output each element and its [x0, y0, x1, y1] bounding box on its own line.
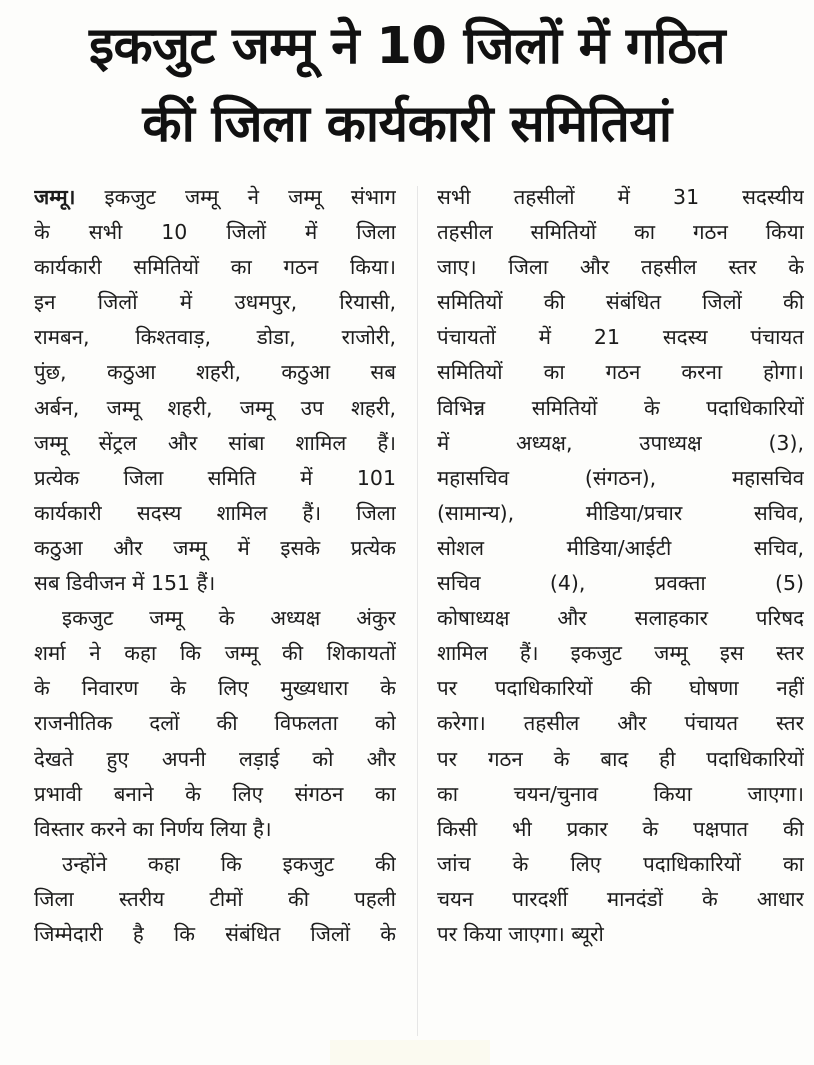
body-line: सचिव (4), प्रवक्ता (5)	[437, 571, 804, 596]
body-line: देखते हुए अपनी लड़ाई को और	[34, 746, 396, 771]
body-line: इकजुट जम्मू के अध्यक्ष अंकुर	[62, 606, 396, 631]
body-line: राजनीतिक दलों की विफलता को	[34, 711, 396, 736]
headline	[20, 8, 794, 164]
body-line: चयन पारदर्शी मानदंडों के आधार	[437, 886, 804, 911]
body-line: पुंछ, कठुआ शहरी, कठुआ सब	[34, 360, 396, 385]
body-line: कार्यकारी सदस्य शामिल हैं। जिला	[34, 500, 396, 525]
body-line: समितियों का गठन करना होगा।	[437, 360, 804, 385]
body-line: कार्यकारी समितियों का गठन किया।	[34, 255, 396, 280]
body-line: कोषाध्यक्ष और सलाहकार परिषद	[437, 606, 804, 631]
body-line: उन्होंने कहा कि इकजुट की	[62, 851, 396, 876]
body-line: सोशल मीडिया/आईटी सचिव,	[437, 535, 804, 560]
body-line: सभी तहसीलों में 31 सदस्यीय	[437, 185, 804, 209]
body-line: सब डिवीजन में 151 हैं।	[34, 571, 216, 596]
body-line: किसी भी प्रकार के पक्षपात की	[437, 816, 804, 841]
headline-line-2: कीं जिला कार्यकारी समितियां	[142, 95, 672, 154]
body-line: प्रभावी बनाने के लिए संगठन का	[34, 781, 396, 806]
body-line: का चयन/चुनाव किया जाएगा।	[437, 781, 804, 806]
body-line: पर पदाधिकारियों की घोषणा नहीं	[437, 676, 804, 701]
body-line: जांच के लिए पदाधिकारियों का	[437, 851, 804, 876]
body-line: में अध्यक्ष, उपाध्यक्ष (3),	[437, 430, 804, 455]
body-line: महासचिव (संगठन), महासचिव	[437, 465, 804, 490]
body-line: शामिल हैं। इकजुट जम्मू इस स्तर	[437, 641, 804, 666]
body-line: जाए। जिला और तहसील स्तर के	[437, 255, 804, 280]
body-line: कठुआ और जम्मू में इसके प्रत्येक	[34, 535, 396, 560]
body-line: अर्बन, जम्मू शहरी, जम्मू उप शहरी,	[34, 395, 396, 420]
body-line: समितियों की संबंधित जिलों की	[437, 290, 804, 315]
body-line: पर गठन के बाद ही पदाधिकारियों	[437, 746, 804, 771]
body-line: इन जिलों में उधमपुर, रियासी,	[34, 290, 396, 315]
column-divider	[417, 186, 418, 1036]
body-line: विभिन्न समितियों के पदाधिकारियों	[437, 395, 804, 420]
body-line: पंचायतों में 21 सदस्य पंचायत	[437, 325, 804, 350]
body-line: करेगा। तहसील और पंचायत स्तर	[437, 711, 804, 736]
body-line: के सभी 10 जिलों में जिला	[34, 220, 396, 245]
body-line: जिला स्तरीय टीमों की पहली	[34, 886, 396, 911]
dateline: जम्मू।	[34, 185, 76, 209]
body-line: जम्मू सेंट्रल और सांबा शामिल हैं।	[34, 430, 396, 455]
article-column-right	[437, 180, 804, 952]
body-line: (सामान्य), मीडिया/प्रचार सचिव,	[437, 500, 804, 525]
body-line: के निवारण के लिए मुख्यधारा के	[34, 676, 396, 701]
paper-stain	[330, 1040, 490, 1065]
body-line: तहसील समितियों का गठन किया	[437, 220, 804, 245]
body-line: जिम्मेदारी है कि संबंधित जिलों के	[34, 921, 396, 946]
body-line: जम्मू। इकजुट जम्मू ने जम्मू संभाग	[34, 185, 396, 209]
body-line: रामबन, किश्तवाड़, डोडा, राजोरी,	[34, 325, 396, 350]
headline-line-1: इकजुट जम्मू ने 10 जिलों में गठित	[88, 17, 726, 76]
body-line: शर्मा ने कहा कि जम्मू की शिकायतों	[34, 641, 396, 666]
article-column-left	[34, 180, 396, 952]
body-line: प्रत्येक जिला समिति में 101	[34, 465, 396, 490]
body-line: विस्तार करने का निर्णय लिया है।	[34, 816, 272, 841]
body-line: पर किया जाएगा। ब्यूरो	[437, 921, 604, 946]
